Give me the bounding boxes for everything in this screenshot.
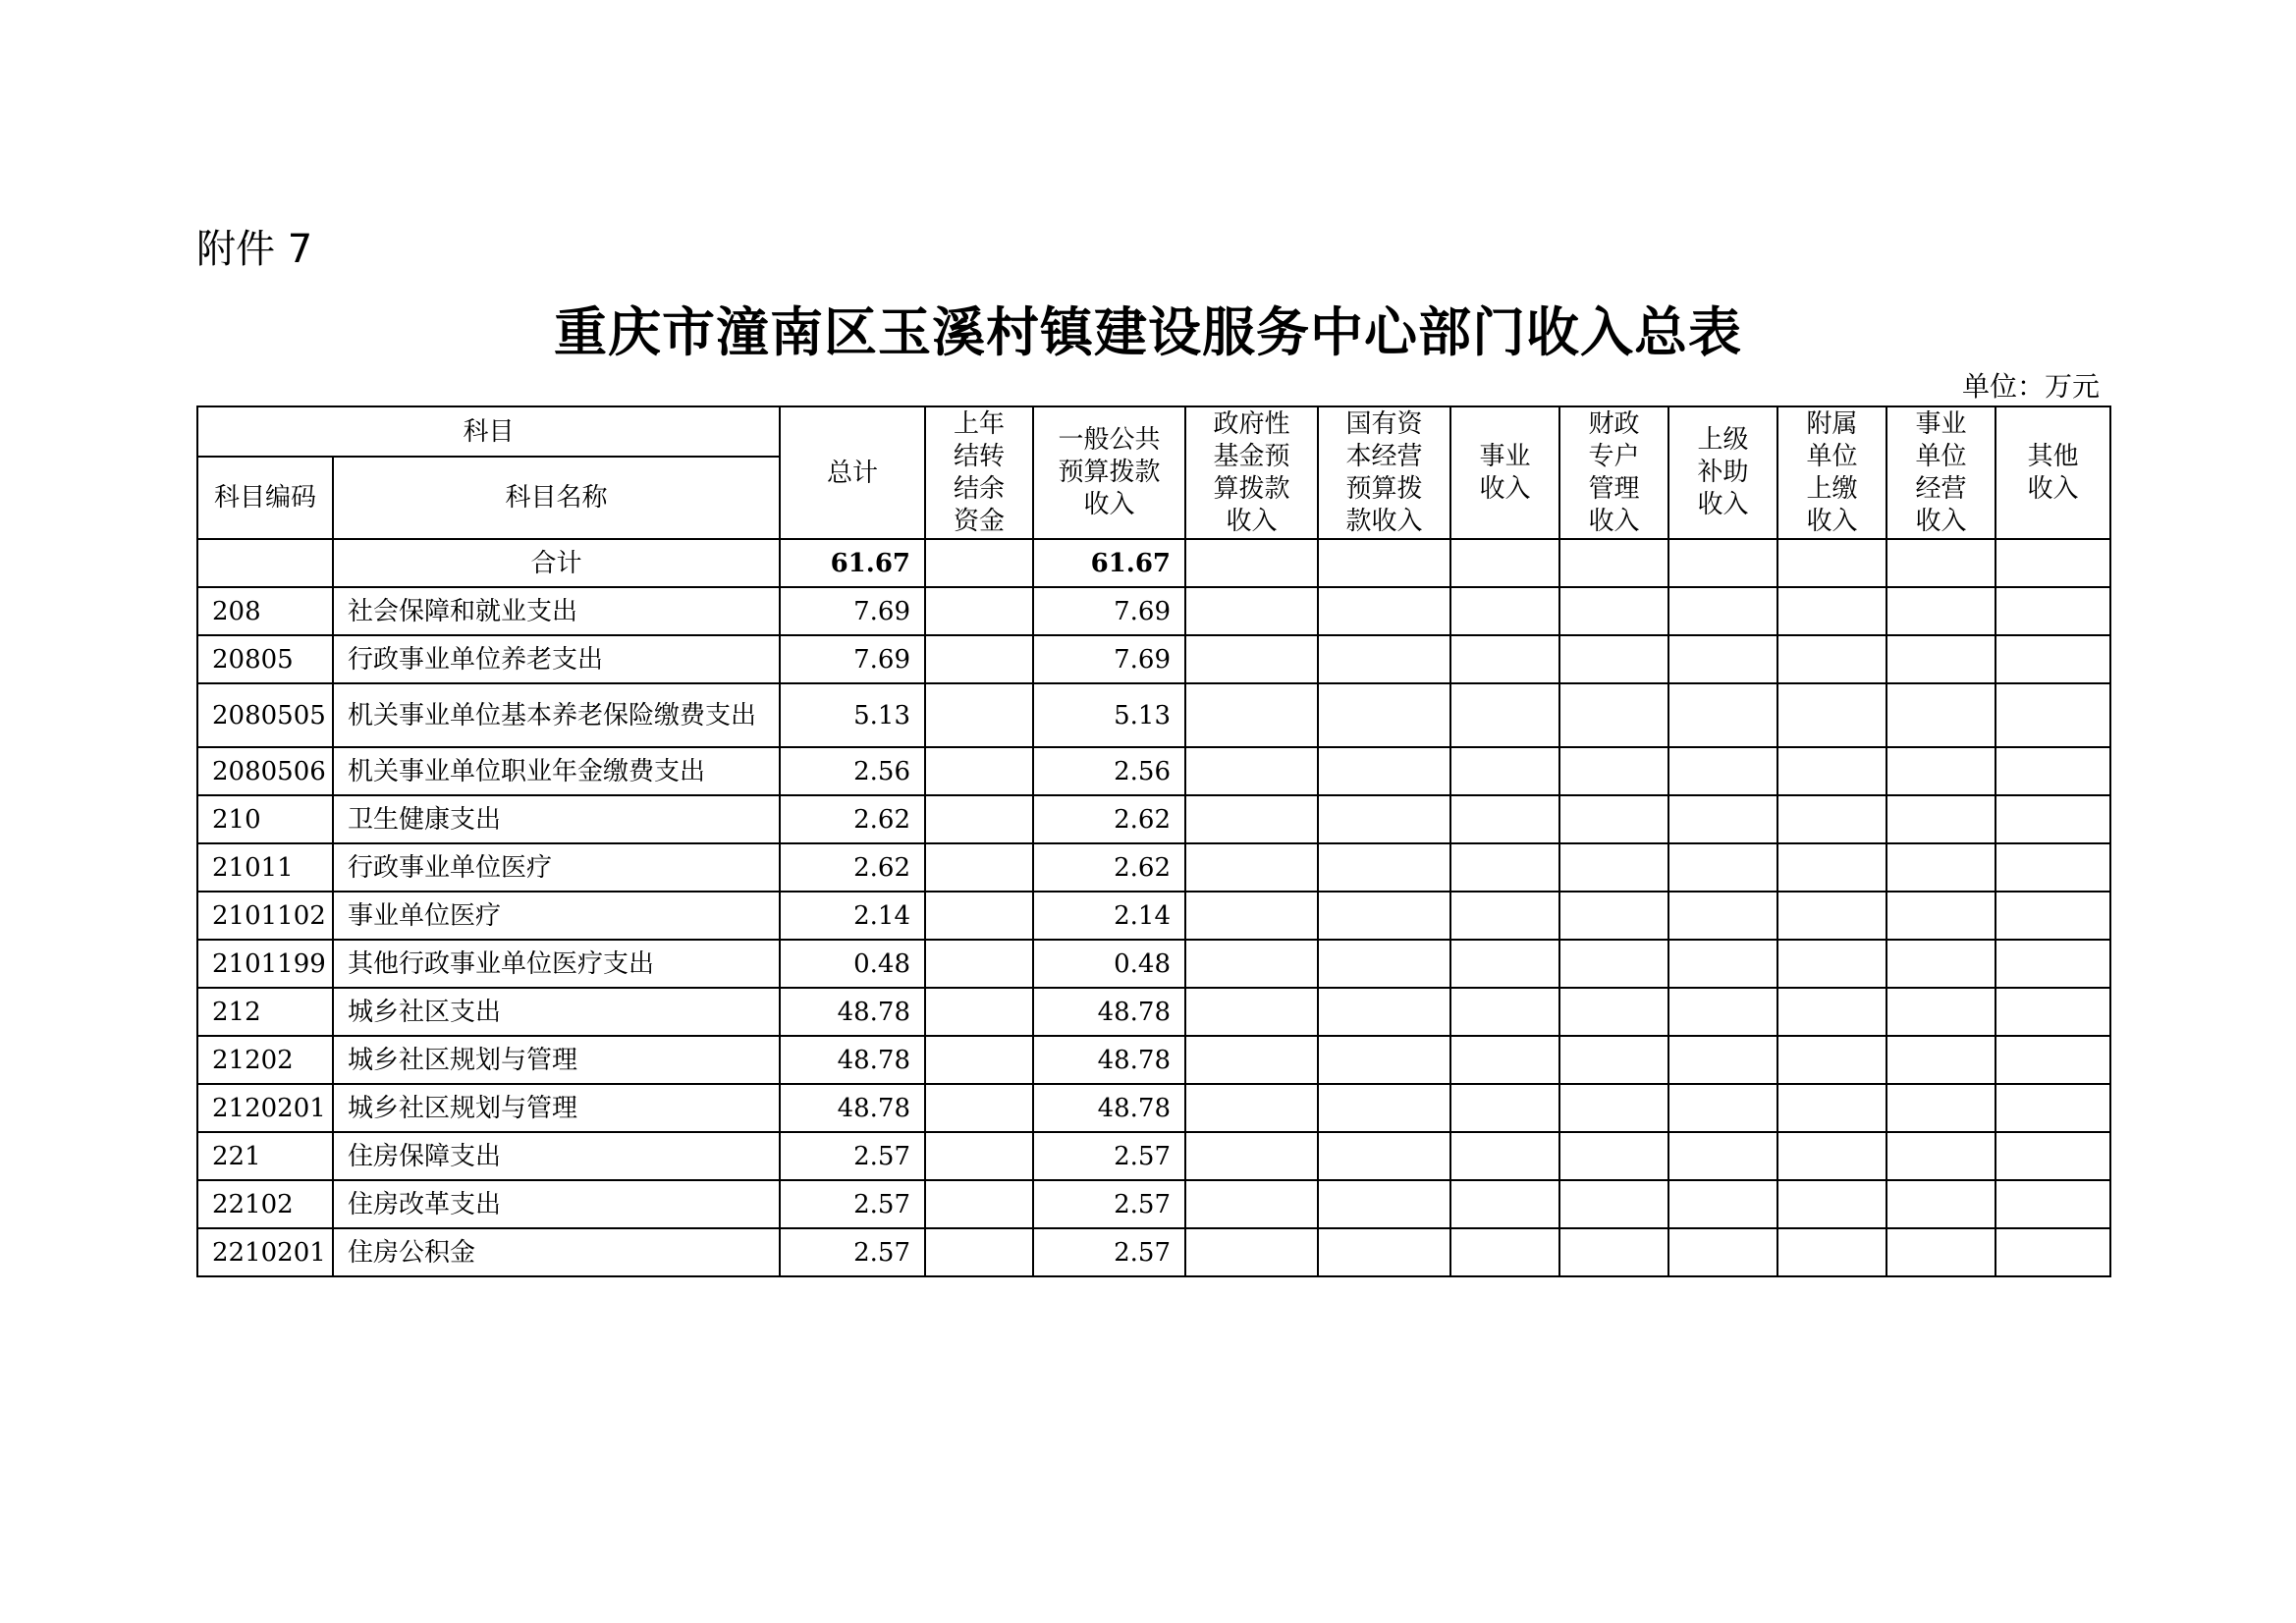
row-operation-income xyxy=(1886,587,1995,635)
table-row xyxy=(197,940,2110,988)
row-code: 2101102 xyxy=(197,892,333,940)
row-gov-fund xyxy=(1185,635,1318,683)
row-superior-subsidy xyxy=(1668,892,1777,940)
row-state-capital xyxy=(1318,988,1450,1036)
total-row-label: 合计 xyxy=(333,539,780,587)
table-row xyxy=(197,683,2110,747)
row-total: 2.62 xyxy=(780,843,925,892)
table-row xyxy=(197,635,2110,683)
row-affiliated xyxy=(1777,988,1886,1036)
row-general: 7.69 xyxy=(1033,635,1185,683)
row-operation-income xyxy=(1886,988,1995,1036)
total-row-code xyxy=(197,539,333,587)
row-superior-subsidy xyxy=(1668,1036,1777,1084)
table-row xyxy=(197,1228,2110,1276)
row-other-income xyxy=(1995,1132,2110,1180)
total-row xyxy=(197,539,2110,587)
row-fiscal-special xyxy=(1559,1132,1668,1180)
row-code: 2101199 xyxy=(197,940,333,988)
row-business-income xyxy=(1450,1180,1559,1228)
row-fiscal-special xyxy=(1559,892,1668,940)
row-gov-fund xyxy=(1185,1132,1318,1180)
row-code: 208 xyxy=(197,587,333,635)
row-operation-income xyxy=(1886,1180,1995,1228)
row-business-income xyxy=(1450,587,1559,635)
row-operation-income xyxy=(1886,1036,1995,1084)
row-code: 221 xyxy=(197,1132,333,1180)
row-other-income xyxy=(1995,795,2110,843)
total-row-general: 61.67 xyxy=(1033,539,1185,587)
row-gov-fund xyxy=(1185,683,1318,747)
row-code: 2080506 xyxy=(197,747,333,795)
row-other-income xyxy=(1995,683,2110,747)
row-gov-fund xyxy=(1185,747,1318,795)
row-total: 2.56 xyxy=(780,747,925,795)
row-other-income xyxy=(1995,1084,2110,1132)
row-operation-income xyxy=(1886,635,1995,683)
row-carryover xyxy=(925,1180,1033,1228)
table-row xyxy=(197,795,2110,843)
row-name: 住房保障支出 xyxy=(333,1132,780,1180)
gov-fund-header: 政府性 基金预 算拨款 收入 xyxy=(1185,406,1318,539)
row-superior-subsidy xyxy=(1668,1132,1777,1180)
row-gov-fund xyxy=(1185,843,1318,892)
general-budget-header: 一般公共 预算拨款 收入 xyxy=(1033,406,1185,539)
row-affiliated xyxy=(1777,843,1886,892)
row-superior-subsidy xyxy=(1668,940,1777,988)
row-carryover xyxy=(925,1084,1033,1132)
row-general: 2.57 xyxy=(1033,1228,1185,1276)
table-row xyxy=(197,587,2110,635)
table-row xyxy=(197,843,2110,892)
table-row xyxy=(197,988,2110,1036)
row-state-capital xyxy=(1318,940,1450,988)
row-fiscal-special xyxy=(1559,940,1668,988)
row-other-income xyxy=(1995,587,2110,635)
row-carryover xyxy=(925,940,1033,988)
row-name: 卫生健康支出 xyxy=(333,795,780,843)
row-gov-fund xyxy=(1185,1180,1318,1228)
row-other-income xyxy=(1995,940,2110,988)
row-fiscal-special xyxy=(1559,1180,1668,1228)
table-row xyxy=(197,1084,2110,1132)
row-fiscal-special xyxy=(1559,635,1668,683)
row-code: 22102 xyxy=(197,1180,333,1228)
row-fiscal-special xyxy=(1559,1036,1668,1084)
row-state-capital xyxy=(1318,1132,1450,1180)
row-carryover xyxy=(925,747,1033,795)
row-affiliated xyxy=(1777,1132,1886,1180)
row-business-income xyxy=(1450,1228,1559,1276)
row-name: 城乡社区支出 xyxy=(333,988,780,1036)
row-operation-income xyxy=(1886,1132,1995,1180)
superior-subsidy-header: 上级 补助 收入 xyxy=(1668,406,1777,539)
row-state-capital xyxy=(1318,843,1450,892)
row-business-income xyxy=(1450,892,1559,940)
row-superior-subsidy xyxy=(1668,1084,1777,1132)
row-carryover xyxy=(925,892,1033,940)
row-affiliated xyxy=(1777,683,1886,747)
row-total: 2.57 xyxy=(780,1132,925,1180)
row-total: 48.78 xyxy=(780,1036,925,1084)
other-income-header: 其他 收入 xyxy=(1995,406,2110,539)
row-state-capital xyxy=(1318,1036,1450,1084)
row-business-income xyxy=(1450,940,1559,988)
business-income-header: 事业 收入 xyxy=(1450,406,1559,539)
row-state-capital xyxy=(1318,1228,1450,1276)
row-code: 212 xyxy=(197,988,333,1036)
row-other-income xyxy=(1995,843,2110,892)
table-row xyxy=(197,1180,2110,1228)
affiliated-unit-header: 附属 单位 上缴 收入 xyxy=(1777,406,1886,539)
row-name: 事业单位医疗 xyxy=(333,892,780,940)
unit-label: 单位：万元 xyxy=(1961,370,2100,403)
row-fiscal-special xyxy=(1559,587,1668,635)
row-gov-fund xyxy=(1185,892,1318,940)
row-carryover xyxy=(925,635,1033,683)
row-name: 机关事业单位基本养老保险缴费支出 xyxy=(333,683,780,747)
row-fiscal-special xyxy=(1559,843,1668,892)
row-business-income xyxy=(1450,988,1559,1036)
row-other-income xyxy=(1995,1228,2110,1276)
row-carryover xyxy=(925,1132,1033,1180)
row-general: 2.56 xyxy=(1033,747,1185,795)
row-business-income xyxy=(1450,1036,1559,1084)
row-other-income xyxy=(1995,635,2110,683)
row-fiscal-special xyxy=(1559,683,1668,747)
row-gov-fund xyxy=(1185,988,1318,1036)
income-summary-table xyxy=(196,406,2111,1277)
row-superior-subsidy xyxy=(1668,1228,1777,1276)
row-affiliated xyxy=(1777,1180,1886,1228)
row-name: 住房公积金 xyxy=(333,1228,780,1276)
row-operation-income xyxy=(1886,1228,1995,1276)
row-other-income xyxy=(1995,747,2110,795)
row-superior-subsidy xyxy=(1668,635,1777,683)
row-affiliated xyxy=(1777,1084,1886,1132)
operation-income-header: 事业 单位 经营 收入 xyxy=(1886,406,1995,539)
row-operation-income xyxy=(1886,683,1995,747)
row-total: 2.57 xyxy=(780,1180,925,1228)
row-fiscal-special xyxy=(1559,1228,1668,1276)
row-carryover xyxy=(925,795,1033,843)
row-gov-fund xyxy=(1185,1228,1318,1276)
subject-group-header: 科目 xyxy=(197,406,780,457)
row-gov-fund xyxy=(1185,940,1318,988)
carryover-header: 上年 结转 结余 资金 xyxy=(925,406,1033,539)
row-affiliated xyxy=(1777,892,1886,940)
row-carryover xyxy=(925,843,1033,892)
row-affiliated xyxy=(1777,1228,1886,1276)
row-gov-fund xyxy=(1185,1084,1318,1132)
row-code: 210 xyxy=(197,795,333,843)
row-affiliated xyxy=(1777,635,1886,683)
row-carryover xyxy=(925,988,1033,1036)
row-total: 2.14 xyxy=(780,892,925,940)
row-superior-subsidy xyxy=(1668,988,1777,1036)
row-state-capital xyxy=(1318,683,1450,747)
row-name: 城乡社区规划与管理 xyxy=(333,1084,780,1132)
row-state-capital xyxy=(1318,892,1450,940)
row-general: 2.57 xyxy=(1033,1132,1185,1180)
table-row xyxy=(197,892,2110,940)
row-business-income xyxy=(1450,683,1559,747)
total-row-total: 61.67 xyxy=(780,539,925,587)
row-name: 住房改革支出 xyxy=(333,1180,780,1228)
row-code: 20805 xyxy=(197,635,333,683)
row-name: 行政事业单位医疗 xyxy=(333,843,780,892)
row-affiliated xyxy=(1777,1036,1886,1084)
row-general: 2.62 xyxy=(1033,795,1185,843)
row-operation-income xyxy=(1886,795,1995,843)
row-total: 5.13 xyxy=(780,683,925,747)
name-header: 科目名称 xyxy=(333,457,780,539)
row-name: 社会保障和就业支出 xyxy=(333,587,780,635)
row-general: 5.13 xyxy=(1033,683,1185,747)
row-total: 2.62 xyxy=(780,795,925,843)
row-affiliated xyxy=(1777,587,1886,635)
row-code: 21011 xyxy=(197,843,333,892)
row-general: 48.78 xyxy=(1033,1084,1185,1132)
row-state-capital xyxy=(1318,747,1450,795)
row-general: 7.69 xyxy=(1033,587,1185,635)
row-total: 7.69 xyxy=(780,635,925,683)
row-operation-income xyxy=(1886,747,1995,795)
row-state-capital xyxy=(1318,1180,1450,1228)
row-superior-subsidy xyxy=(1668,683,1777,747)
row-operation-income xyxy=(1886,843,1995,892)
row-total: 48.78 xyxy=(780,1084,925,1132)
row-code: 2080505 xyxy=(197,683,333,747)
row-superior-subsidy xyxy=(1668,1180,1777,1228)
row-general: 2.57 xyxy=(1033,1180,1185,1228)
row-name: 其他行政事业单位医疗支出 xyxy=(333,940,780,988)
row-other-income xyxy=(1995,988,2110,1036)
row-total: 7.69 xyxy=(780,587,925,635)
row-state-capital xyxy=(1318,795,1450,843)
row-operation-income xyxy=(1886,892,1995,940)
row-superior-subsidy xyxy=(1668,587,1777,635)
code-header: 科目编码 xyxy=(197,457,333,539)
row-fiscal-special xyxy=(1559,795,1668,843)
row-code: 2120201 xyxy=(197,1084,333,1132)
row-superior-subsidy xyxy=(1668,795,1777,843)
row-state-capital xyxy=(1318,635,1450,683)
row-name: 城乡社区规划与管理 xyxy=(333,1036,780,1084)
state-capital-header: 国有资 本经营 预算拨 款收入 xyxy=(1318,406,1450,539)
row-code: 21202 xyxy=(197,1036,333,1084)
row-affiliated xyxy=(1777,795,1886,843)
row-business-income xyxy=(1450,843,1559,892)
row-operation-income xyxy=(1886,1084,1995,1132)
row-operation-income xyxy=(1886,940,1995,988)
row-total: 0.48 xyxy=(780,940,925,988)
table-row xyxy=(197,1132,2110,1180)
row-fiscal-special xyxy=(1559,1084,1668,1132)
row-affiliated xyxy=(1777,747,1886,795)
row-fiscal-special xyxy=(1559,988,1668,1036)
row-state-capital xyxy=(1318,1084,1450,1132)
attachment-label: 附件 7 xyxy=(196,227,313,272)
row-superior-subsidy xyxy=(1668,747,1777,795)
table-row xyxy=(197,1036,2110,1084)
total-header: 总计 xyxy=(780,406,925,539)
row-other-income xyxy=(1995,892,2110,940)
row-other-income xyxy=(1995,1180,2110,1228)
row-business-income xyxy=(1450,635,1559,683)
row-business-income xyxy=(1450,747,1559,795)
page-title: 重庆市潼南区玉溪村镇建设服务中心部门收入总表 xyxy=(554,301,1742,363)
row-carryover xyxy=(925,1036,1033,1084)
row-business-income xyxy=(1450,1084,1559,1132)
table-row xyxy=(197,747,2110,795)
row-carryover xyxy=(925,683,1033,747)
row-fiscal-special xyxy=(1559,747,1668,795)
row-code: 2210201 xyxy=(197,1228,333,1276)
row-general: 48.78 xyxy=(1033,1036,1185,1084)
row-other-income xyxy=(1995,1036,2110,1084)
row-name: 机关事业单位职业年金缴费支出 xyxy=(333,747,780,795)
row-general: 2.14 xyxy=(1033,892,1185,940)
row-general: 2.62 xyxy=(1033,843,1185,892)
row-business-income xyxy=(1450,1132,1559,1180)
row-general: 0.48 xyxy=(1033,940,1185,988)
row-name: 行政事业单位养老支出 xyxy=(333,635,780,683)
row-gov-fund xyxy=(1185,1036,1318,1084)
row-carryover xyxy=(925,1228,1033,1276)
row-state-capital xyxy=(1318,587,1450,635)
fiscal-special-header: 财政 专户 管理 收入 xyxy=(1559,406,1668,539)
row-affiliated xyxy=(1777,940,1886,988)
row-gov-fund xyxy=(1185,587,1318,635)
row-total: 48.78 xyxy=(780,988,925,1036)
row-carryover xyxy=(925,587,1033,635)
row-total: 2.57 xyxy=(780,1228,925,1276)
row-business-income xyxy=(1450,795,1559,843)
row-gov-fund xyxy=(1185,795,1318,843)
row-general: 48.78 xyxy=(1033,988,1185,1036)
row-superior-subsidy xyxy=(1668,843,1777,892)
